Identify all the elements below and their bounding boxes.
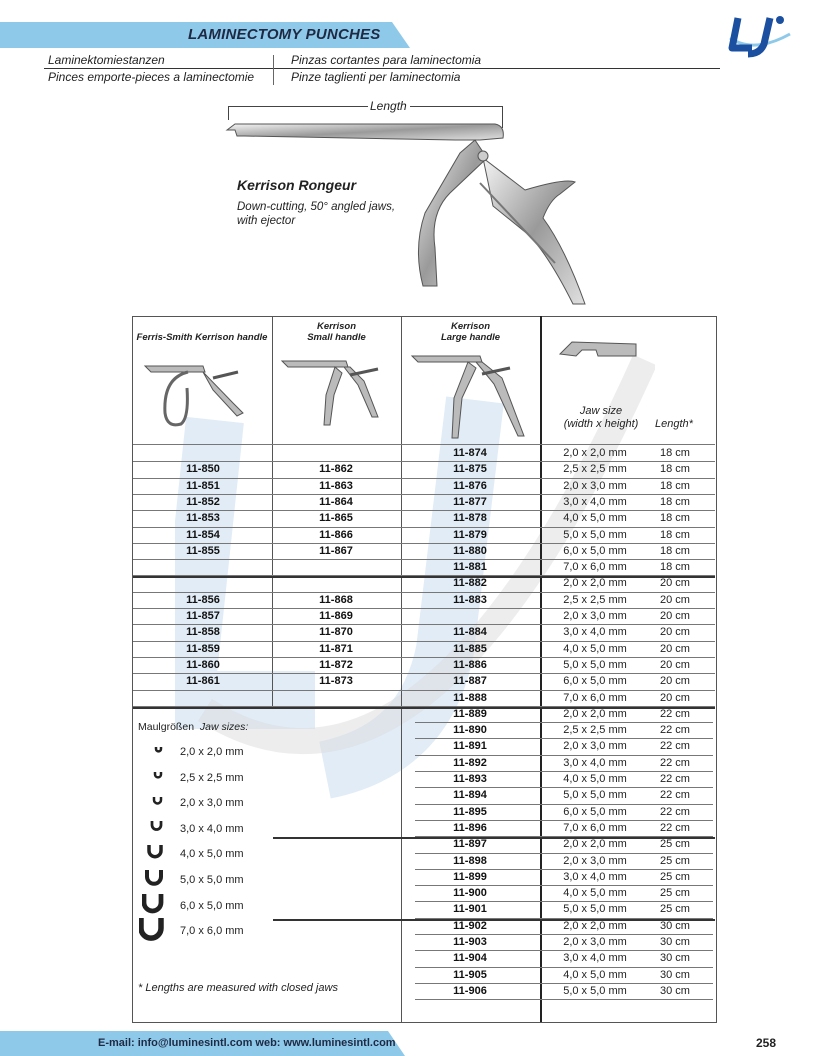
- row-divider: [133, 494, 715, 495]
- length-value: 22 cm: [660, 821, 690, 834]
- row-divider: [133, 543, 715, 544]
- jaw-size: 3,0 x 4,0 mm: [563, 952, 627, 965]
- subtitle-german: Laminektomiestanzen: [48, 53, 165, 67]
- row-divider: [415, 771, 713, 772]
- ferris-smith-code: 11-857: [186, 610, 220, 622]
- jaw-sizes-title-en: Jaw sizes:: [199, 721, 249, 733]
- row-divider: [415, 738, 713, 739]
- large-handle-code: 11-878: [453, 512, 487, 525]
- jaw-shape-icon: [153, 770, 183, 798]
- page-title: LAMINECTOMY PUNCHES: [188, 26, 381, 43]
- row-divider: [415, 804, 713, 805]
- ferris-smith-instrument-image: [143, 358, 253, 433]
- large-handle-code: 11-887: [453, 675, 487, 688]
- jaw-tip-image: [558, 334, 638, 362]
- row-divider: [415, 901, 713, 902]
- header-divider: [44, 68, 720, 69]
- length-value: 20 cm: [660, 577, 690, 590]
- length-footnote: * Lengths are measured with closed jaws: [138, 982, 338, 994]
- jaw-size-item: 2,0 x 3,0 mm: [180, 797, 244, 810]
- large-handle-code: 11-896: [453, 821, 487, 834]
- header-line: Jaw size: [579, 405, 623, 417]
- jaw-size: 6,0 x 5,0 mm: [563, 805, 627, 818]
- length-value: 18 cm: [660, 495, 690, 508]
- jaw-size: 7,0 x 6,0 mm: [563, 821, 627, 834]
- length-value: 20 cm: [660, 593, 690, 606]
- ferris-smith-code: 11-861: [186, 675, 220, 688]
- jaw-size: 5,0 x 5,0 mm: [563, 903, 627, 916]
- jaw-size: 2,5 x 2,5 mm: [563, 724, 627, 737]
- contact-info: E-mail: info@luminesintl.com web: www.luminesintl.com: [98, 1037, 396, 1049]
- product-description-line: Down-cutting, 50° angled jaws,: [237, 201, 396, 213]
- length-value: 30 cm: [660, 984, 690, 997]
- length-value: 20 cm: [660, 610, 690, 622]
- row-divider: [133, 624, 715, 625]
- small-handle-code: 11-865: [319, 512, 353, 525]
- ferris-smith-code: 11-858: [186, 626, 220, 639]
- product-name: Kerrison Rongeur: [237, 177, 357, 193]
- jaw-size: 2,0 x 3,0 mm: [563, 610, 627, 622]
- ferris-smith-code: 11-853: [186, 512, 220, 525]
- header-line: Large handle: [440, 332, 501, 343]
- ferris-smith-code: 11-855: [186, 544, 220, 557]
- length-value: 20 cm: [660, 691, 690, 704]
- jaw-size-item: 6,0 x 5,0 mm: [180, 899, 244, 912]
- small-handle-code: 11-872: [319, 658, 353, 671]
- small-handle-code: 11-869: [319, 610, 353, 622]
- length-value: 18 cm: [660, 479, 690, 492]
- row-divider: [415, 820, 713, 821]
- large-handle-code: 11-900: [453, 887, 487, 900]
- ferris-smith-code: 11-852: [186, 495, 220, 508]
- jaw-size: 5,0 x 5,0 mm: [563, 658, 627, 671]
- length-value: 22 cm: [660, 805, 690, 818]
- length-value: 20 cm: [660, 675, 690, 688]
- jaw-size: 6,0 x 5,0 mm: [563, 544, 627, 557]
- small-handle-code: 11-870: [319, 626, 353, 639]
- length-value: 22 cm: [660, 724, 690, 737]
- jaw-size: 7,0 x 6,0 mm: [563, 691, 627, 704]
- jaw-size: 5,0 x 5,0 mm: [563, 789, 627, 802]
- ferris-smith-code: 11-859: [186, 642, 220, 655]
- large-handle-code: 11-898: [453, 854, 487, 867]
- jaw-size: 3,0 x 4,0 mm: [563, 626, 627, 639]
- row-divider: [133, 559, 715, 560]
- row-divider: [415, 950, 713, 951]
- large-handle-code: 11-888: [453, 691, 487, 704]
- jaw-size: 4,0 x 5,0 mm: [563, 512, 627, 525]
- row-divider: [133, 478, 715, 479]
- row-divider: [415, 787, 713, 788]
- header-ferris-smith: Ferris-Smith Kerrison handle: [136, 332, 268, 343]
- large-handle-code: 11-894: [453, 789, 487, 802]
- ferris-smith-code: 11-856: [186, 593, 220, 606]
- length-value: 18 cm: [660, 447, 690, 459]
- length-value: 22 cm: [660, 773, 690, 785]
- row-divider: [133, 641, 715, 642]
- large-handle-code: 11-879: [453, 528, 487, 541]
- jaw-size-item: 7,0 x 6,0 mm: [180, 925, 244, 938]
- ferris-smith-code: 11-854: [186, 528, 220, 541]
- jaw-size: 4,0 x 5,0 mm: [563, 887, 627, 900]
- large-handle-code: 11-899: [453, 870, 487, 883]
- subtitle-french: Pinces emporte-pieces a laminectomie: [48, 70, 255, 84]
- length-value: 30 cm: [660, 968, 690, 981]
- large-handle-code: 11-877: [453, 495, 487, 508]
- small-handle-code: 11-871: [319, 642, 353, 655]
- row-divider: [415, 967, 713, 968]
- row-divider: [133, 657, 715, 658]
- header-separator: [273, 55, 274, 85]
- length-value: 22 cm: [660, 740, 690, 753]
- jaw-size: 4,0 x 5,0 mm: [563, 968, 627, 981]
- length-value: 18 cm: [660, 561, 690, 574]
- large-handle-code: 11-882: [453, 577, 487, 590]
- length-value: 25 cm: [660, 903, 690, 916]
- large-handle-code: 11-885: [453, 642, 487, 655]
- jaw-size-item: 2,0 x 2,0 mm: [180, 746, 244, 758]
- large-handle-code: 11-903: [453, 936, 487, 948]
- jaw-size: 4,0 x 5,0 mm: [563, 773, 627, 785]
- large-handle-code: 11-889: [453, 707, 487, 720]
- jaw-sizes-title-de: Maulgrößen: [138, 721, 195, 733]
- jaw-size: 2,0 x 2,0 mm: [563, 577, 627, 590]
- large-handle-code: 11-892: [453, 756, 487, 769]
- length-dimension-line: [410, 106, 502, 107]
- small-handle-code: 11-862: [319, 463, 353, 476]
- jaw-size: 2,0 x 3,0 mm: [563, 740, 627, 753]
- ferris-smith-code: 11-850: [186, 463, 220, 476]
- large-handle-code: 11-905: [453, 968, 487, 981]
- header-small-handle: [274, 321, 399, 343]
- length-label: Length: [370, 99, 407, 113]
- jaw-size: 7,0 x 6,0 mm: [563, 561, 627, 574]
- jaw-size-item: 2,5 x 2,5 mm: [180, 771, 244, 784]
- length-value: 30 cm: [660, 936, 690, 948]
- large-handle-instrument-image: [410, 348, 530, 440]
- length-dimension-line: [228, 106, 368, 107]
- company-logo: [724, 8, 800, 58]
- large-handle-code: 11-884: [453, 626, 487, 639]
- header-large-handle: [403, 321, 538, 343]
- jaw-size: 2,0 x 3,0 mm: [563, 479, 627, 492]
- large-handle-code: 11-895: [453, 805, 487, 818]
- jaw-size: 2,5 x 2,5 mm: [563, 463, 627, 476]
- small-handle-instrument-image: [280, 355, 390, 430]
- small-handle-code: 11-867: [319, 544, 353, 557]
- header-line: Kerrison: [450, 321, 491, 332]
- subtitle-italian: Pinze taglienti per laminectomia: [291, 70, 461, 84]
- jaw-size: 2,0 x 3,0 mm: [563, 936, 627, 948]
- jaw-sizes-title: [138, 721, 248, 733]
- jaw-size: 2,0 x 2,0 mm: [563, 838, 627, 851]
- header-jaw-size: [553, 405, 649, 431]
- large-handle-code: 11-880: [453, 544, 487, 557]
- row-divider: [415, 999, 713, 1000]
- length-value: 20 cm: [660, 642, 690, 655]
- jaw-size: 5,0 x 5,0 mm: [563, 528, 627, 541]
- large-handle-code: 11-875: [453, 463, 487, 476]
- large-handle-code: 11-891: [453, 740, 487, 753]
- row-divider: [133, 527, 715, 528]
- row-divider: [133, 510, 715, 511]
- small-handle-code: 11-863: [319, 479, 353, 492]
- row-divider: [133, 592, 715, 593]
- ferris-smith-code: 11-860: [186, 658, 220, 671]
- large-handle-code: 11-881: [453, 561, 487, 574]
- page-number: 258: [756, 1036, 777, 1050]
- length-value: 25 cm: [660, 887, 690, 900]
- jaw-size: 2,5 x 2,5 mm: [563, 593, 627, 606]
- large-handle-code: 11-893: [453, 773, 487, 785]
- small-handle-code: 11-873: [319, 675, 353, 688]
- ferris-smith-code: 11-851: [186, 479, 220, 492]
- jaw-size: 6,0 x 5,0 mm: [563, 675, 627, 688]
- jaw-shape-icon: [139, 916, 169, 944]
- length-value: 18 cm: [660, 544, 690, 557]
- large-handle-code: 11-883: [453, 593, 487, 606]
- jaw-size: 2,0 x 2,0 mm: [563, 707, 627, 720]
- large-handle-code: 11-901: [453, 903, 487, 916]
- header-line: Small handle: [307, 332, 366, 343]
- row-divider: [415, 869, 713, 870]
- row-divider: [133, 461, 715, 462]
- jaw-size: 2,0 x 2,0 mm: [563, 919, 627, 932]
- length-value: 20 cm: [660, 658, 690, 671]
- row-divider: [133, 690, 715, 691]
- large-handle-code: 11-904: [453, 952, 487, 965]
- length-value: 25 cm: [660, 854, 690, 867]
- jaw-size: 2,0 x 2,0 mm: [563, 447, 627, 459]
- column-divider: [401, 316, 402, 1022]
- large-handle-code: 11-886: [453, 658, 487, 671]
- length-value: 22 cm: [660, 756, 690, 769]
- row-divider: [415, 885, 713, 886]
- jaw-size-item: 3,0 x 4,0 mm: [180, 822, 244, 835]
- row-divider: [415, 853, 713, 854]
- jaw-size-item: 4,0 x 5,0 mm: [180, 848, 244, 861]
- large-handle-code: 11-890: [453, 724, 487, 737]
- length-value: 25 cm: [660, 870, 690, 883]
- header-divider: [133, 444, 715, 445]
- length-value: 22 cm: [660, 789, 690, 802]
- jaw-size: 3,0 x 4,0 mm: [563, 756, 627, 769]
- header-length: Length*: [655, 418, 693, 430]
- length-value: 30 cm: [660, 919, 690, 932]
- length-value: 30 cm: [660, 952, 690, 965]
- length-value: 20 cm: [660, 626, 690, 639]
- header-line: (width x height): [563, 418, 639, 430]
- product-description: [237, 200, 437, 228]
- product-description-line: with ejector: [237, 215, 296, 227]
- jaw-size: 5,0 x 5,0 mm: [563, 984, 627, 997]
- row-divider: [415, 983, 713, 984]
- large-handle-code: 11-874: [453, 447, 487, 459]
- header-line: Kerrison: [316, 321, 357, 332]
- small-handle-code: 11-864: [319, 495, 353, 508]
- large-handle-code: 11-897: [453, 838, 487, 851]
- length-value: 18 cm: [660, 463, 690, 476]
- row-divider: [415, 722, 713, 723]
- large-handle-code: 11-902: [453, 919, 487, 932]
- small-handle-code: 11-866: [319, 528, 353, 541]
- subtitle-spanish: Pinzas cortantes para laminectomia: [291, 53, 482, 67]
- large-handle-code: 11-876: [453, 479, 487, 492]
- jaw-size: 3,0 x 4,0 mm: [563, 870, 627, 883]
- jaw-size: 4,0 x 5,0 mm: [563, 642, 627, 655]
- row-divider: [133, 673, 715, 674]
- row-divider: [415, 755, 713, 756]
- length-value: 18 cm: [660, 512, 690, 525]
- length-value: 18 cm: [660, 528, 690, 541]
- length-value: 25 cm: [660, 838, 690, 851]
- large-handle-code: 11-906: [453, 984, 487, 997]
- row-divider: [415, 934, 713, 935]
- row-divider: [133, 608, 715, 609]
- jaw-size: 2,0 x 3,0 mm: [563, 854, 627, 867]
- small-handle-code: 11-868: [319, 593, 353, 606]
- length-value: 22 cm: [660, 707, 690, 720]
- jaw-size-item: 5,0 x 5,0 mm: [180, 874, 244, 886]
- jaw-size: 3,0 x 4,0 mm: [563, 495, 627, 508]
